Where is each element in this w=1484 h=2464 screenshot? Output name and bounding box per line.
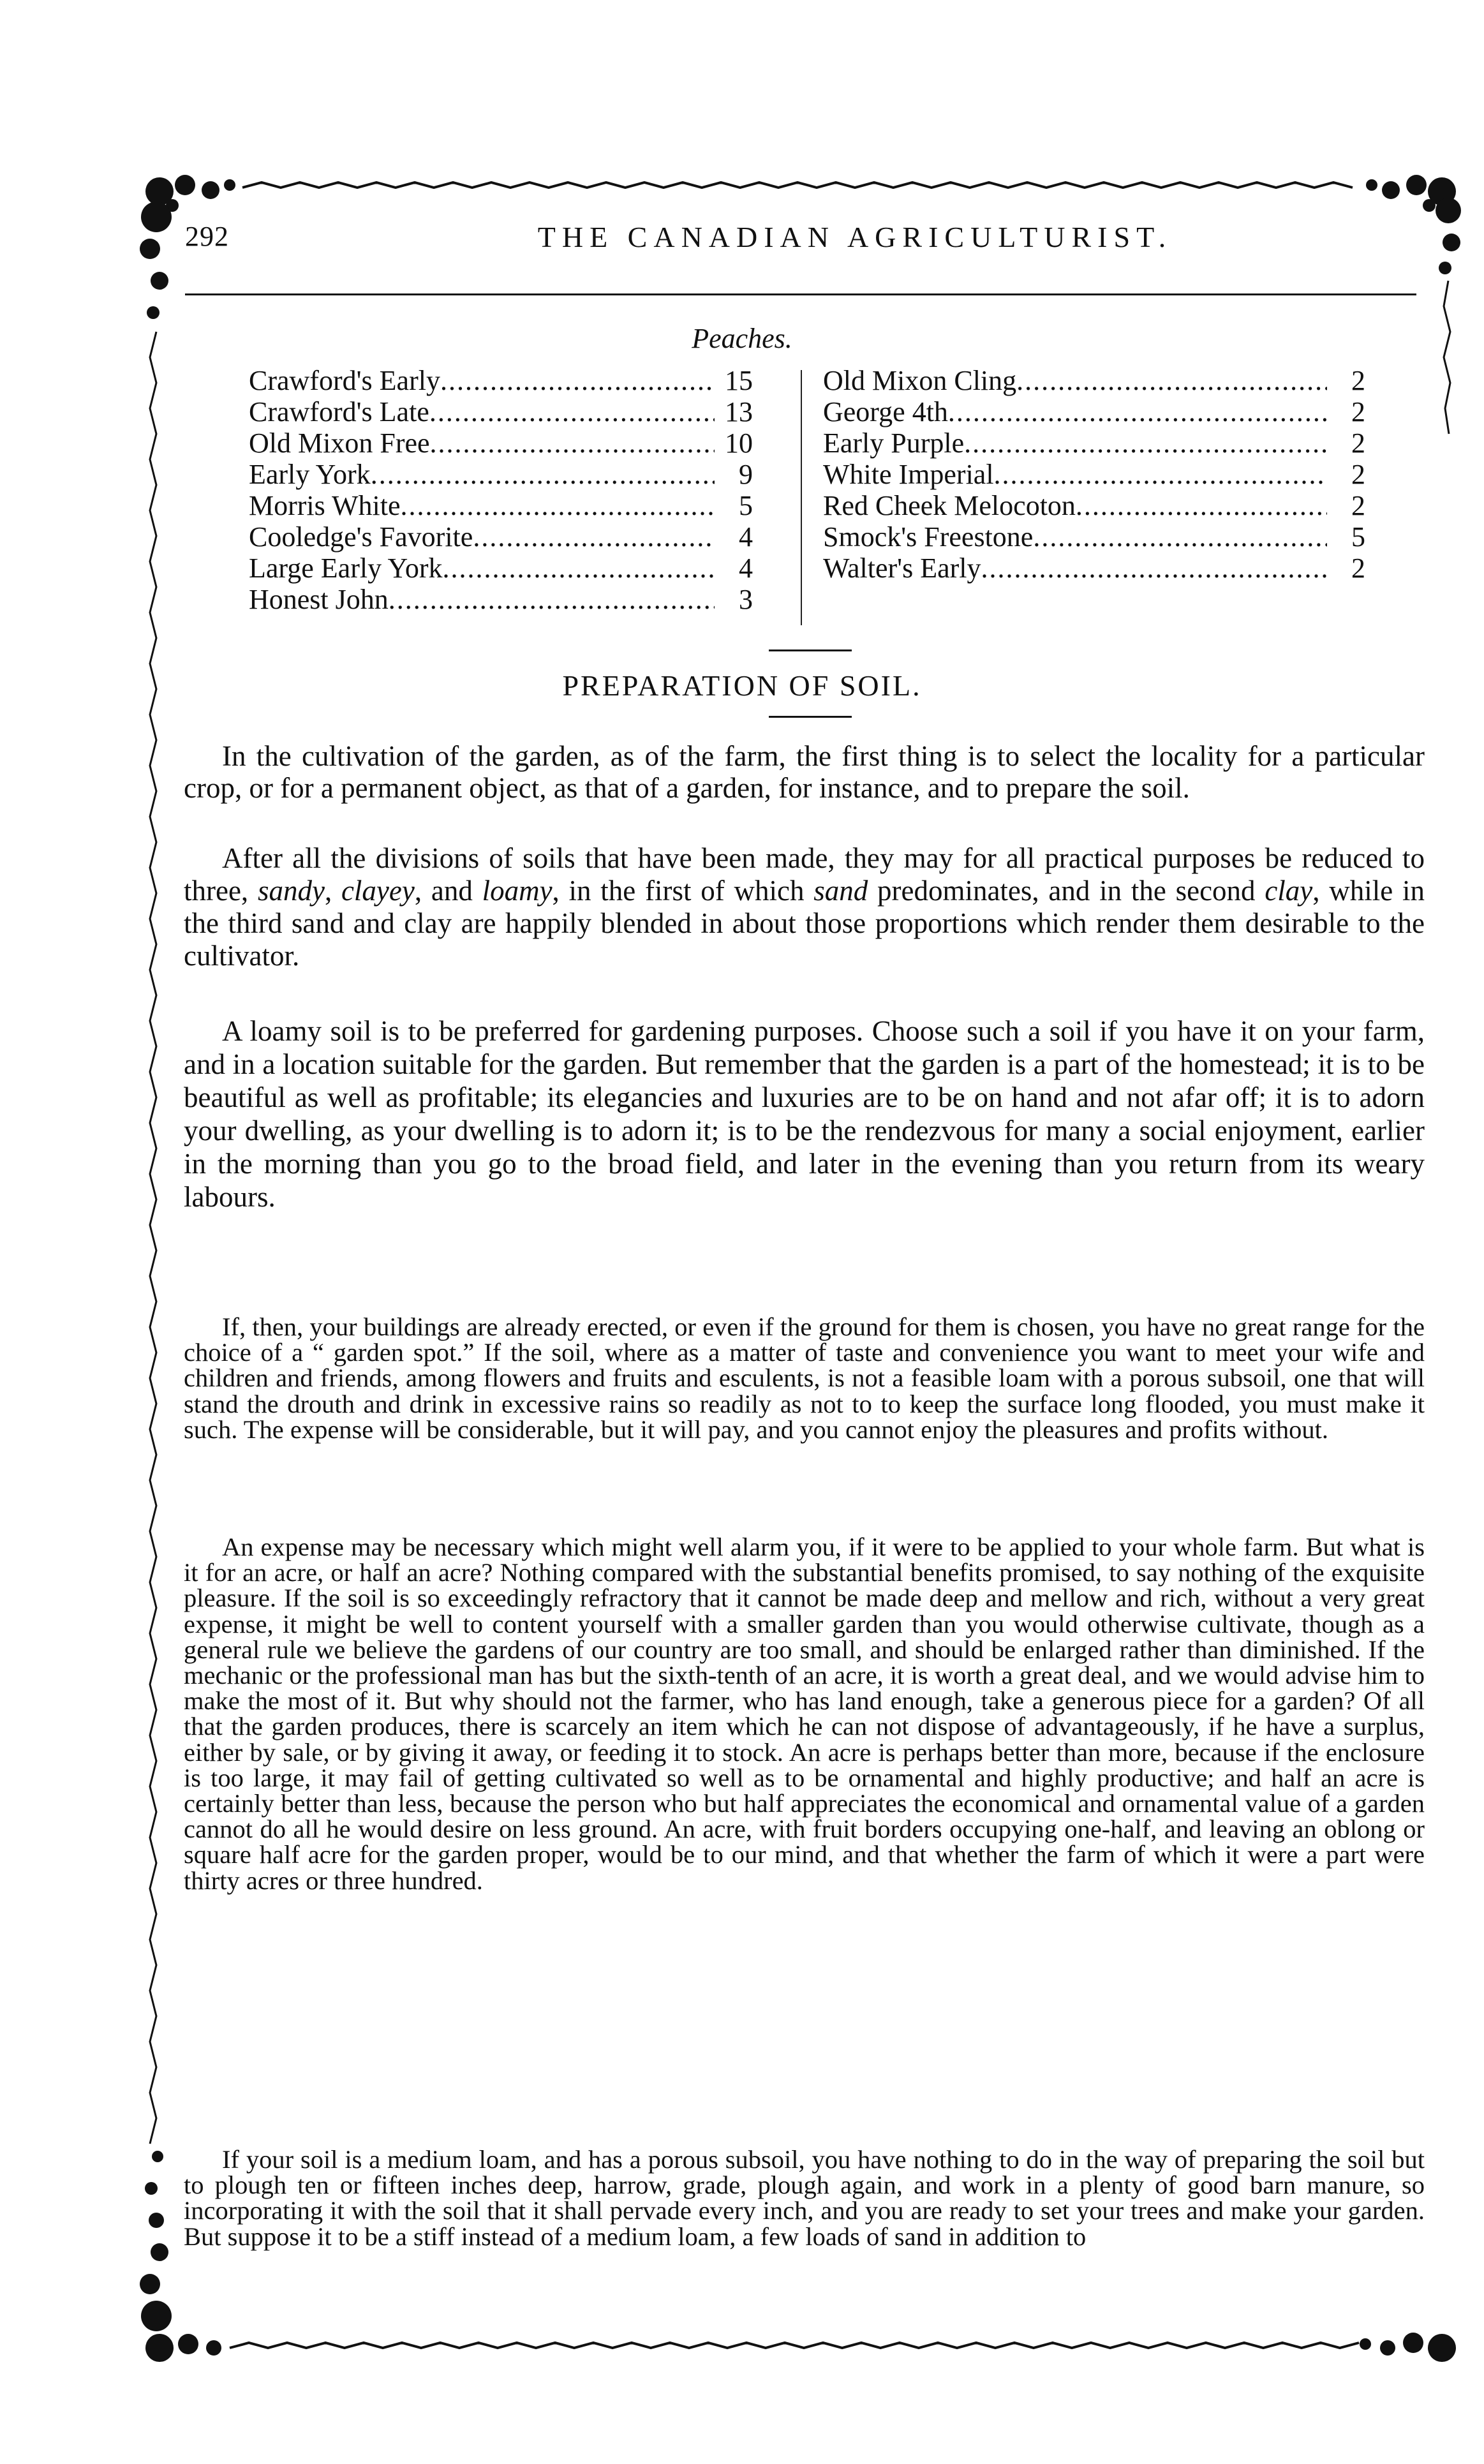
leader-dots <box>389 584 715 615</box>
section-title: PREPARATION OF SOIL. <box>562 669 922 702</box>
paragraph <box>184 842 1425 972</box>
leader-dots <box>473 521 715 553</box>
leader-dots <box>440 365 715 396</box>
variety-count: 5 <box>739 490 753 521</box>
running-title: THE CANADIAN AGRICULTURIST. <box>537 221 1173 253</box>
list-item <box>249 521 753 553</box>
variety-name: Honest John <box>249 584 389 615</box>
list-item <box>249 584 753 615</box>
variety-name: Early York <box>249 459 371 490</box>
variety-name: George 4th <box>823 396 948 427</box>
variety-name: Crawford's Early <box>249 365 440 396</box>
list-item <box>249 459 753 490</box>
leader-dots <box>401 490 715 521</box>
leader-dots <box>1076 490 1327 521</box>
paragraph: In the cultivation of the garden, as of the farm, the first thing is to select the locality for a particular crop, or for a permanent object, as that of a garden, for instance, and to prepare the soil. <box>184 740 1425 804</box>
leader-dots <box>371 459 715 490</box>
variety-name: Red Cheek Melocoton <box>823 490 1076 521</box>
variety-count: 9 <box>739 459 753 490</box>
paragraph-text: , while in the third sand and clay are happily blended in about those proportions which render them desirable to the cultivator. <box>184 875 1425 972</box>
list-item <box>823 553 1365 584</box>
variety-count: 13 <box>725 396 753 427</box>
variety-name: Morris White <box>249 490 401 521</box>
table-title: Peaches. <box>692 323 792 354</box>
paragraph-text: , <box>324 875 341 907</box>
list-item <box>249 490 753 521</box>
list-item <box>823 459 1365 490</box>
section-rule-below <box>769 716 852 718</box>
peaches-left-column <box>249 365 753 615</box>
paragraph: If, then, your buildings are already erected, or even if the ground for them is chosen, you have no great range for the choice of a “ garden spot.” If the soil, where as a matter of taste and convenience you want to meet your wife and children and friends, among flowers and fruits and esculents, is not a feasible loam with a porous subsoil, one that will stand the drouth and drink in excessive rains so readily as not to to keep the surface long flooded, you must make it such. The expense will be considerable, but it will pay, and you cannot enjoy the pleasures and profits without. <box>184 1312 1425 1444</box>
list-item <box>249 427 753 459</box>
ornamental-border-bottom <box>134 2322 1467 2373</box>
variety-name: Old Mixon Cling <box>823 365 1017 396</box>
variety-name: Walter's Early <box>823 553 981 584</box>
list-item <box>249 365 753 396</box>
paragraph: A loamy soil is to be preferred for gardening purposes. Choose such a soil if you have it on your farm, and in a location suitable for the garden. But remember that the garden is a part of the homestead; it is to be beautiful as well as profitable; its elegancies and luxuries are to be on hand and not afar off; it is to adorn your dwelling, as your dwelling is to adorn it; is to be the rendezvous for many a social enjoyment, earlier in the morning than you go to the broad field, and later in the evening than you return from its weary labours. <box>184 1015 1425 1213</box>
variety-name: Large Early York <box>249 553 443 584</box>
list-item <box>823 365 1365 396</box>
emphasis: clay <box>1265 875 1313 907</box>
leader-dots <box>442 553 715 584</box>
variety-count: 2 <box>1351 459 1365 490</box>
leader-dots <box>964 427 1327 459</box>
column-divider <box>801 370 802 625</box>
variety-name: Crawford's Late <box>249 396 429 427</box>
leader-dots <box>994 459 1327 490</box>
paragraph: If your soil is a medium loam, and has a porous subsoil, you have nothing to do in the way of preparing the soil but to plough ten or fifteen inches deep, harrow, grade, plough again, and work in a plenty of good barn manure, so incorporating it with the soil that it shall pervade every inch, and you are ready to set your trees and make your garden. But suppose it to be a stiff instead of a medium loam, a few loads of sand in addition to <box>184 2145 1425 2251</box>
emphasis: sand <box>813 875 868 907</box>
ornamental-border-left <box>131 191 182 2348</box>
section-rule-above <box>769 649 852 651</box>
leader-dots <box>1016 365 1327 396</box>
leader-dots <box>1033 521 1327 553</box>
leader-dots <box>430 427 715 459</box>
peaches-right-column <box>823 365 1365 584</box>
ornamental-border-top <box>134 166 1467 217</box>
list-item <box>823 490 1365 521</box>
emphasis: clayey <box>341 875 415 907</box>
variety-count: 2 <box>1351 396 1365 427</box>
variety-count: 10 <box>725 427 753 459</box>
paragraph: An expense may be necessary which might well alarm you, if it were to be applied to your whole farm. But what is it for an acre, or half an acre? Nothing compared with the substantial benefits promised, to say nothing of the exquisite pleasure. If the soil is so exceedingly refractory that it cannot be made deep and mellow and rich, without a very great expense, it might be well to content yourself with a smaller garden than you would otherwise cultivate, though as a general rule we believe the gardens of our country are too small, and should be enlarged rather than diminished. If the mechanic or the professional man has but the sixth-tenth of an acre, it is worth a great deal, and we would advise him to make the most of it. But why should not the farmer, who has land enough, take a generous piece for a garden? Of all that the garden produces, there is scarcely an item which he can not dispose of advantageously, if he have a surplus, either by sale, or by giving it away, or feeding it to stock. An acre is perhaps better than more, because if the enclosure is too large, it may fail of getting cultivated so well as to be ornamental and highly productive; and half an acre is certainly better than less, because the person who but half appreciates the economical and ornamental value of a garden cannot do all he would desire on less ground. An acre, with fruit borders occupying one-half, and leaving an oblong or square half acre for the garden proper, would be to our mind, and that whether the farm of which it were a part were thirty acres or three hundred. <box>184 1533 1425 1895</box>
emphasis: loamy <box>482 875 553 907</box>
variety-count: 2 <box>1351 553 1365 584</box>
running-header <box>185 220 1423 258</box>
variety-count: 3 <box>739 584 753 615</box>
leader-dots <box>429 396 715 427</box>
page-number: 292 <box>185 221 229 252</box>
variety-name: Smock's Freestone <box>823 521 1034 553</box>
variety-count: 4 <box>739 553 753 584</box>
variety-count: 15 <box>725 365 753 396</box>
variety-name: White Imperial <box>823 459 994 490</box>
paragraph-text: , in the first of which <box>552 875 814 907</box>
variety-count: 2 <box>1351 490 1365 521</box>
list-item <box>249 396 753 427</box>
emphasis: sandy <box>257 875 325 907</box>
variety-count: 4 <box>739 521 753 553</box>
variety-name: Old Mixon Free <box>249 427 430 459</box>
paragraph-text: predominates, and in the second <box>868 875 1265 907</box>
variety-count: 2 <box>1351 427 1365 459</box>
variety-name: Early Purple <box>823 427 965 459</box>
variety-name: Cooledge's Favorite <box>249 521 473 553</box>
header-rule <box>185 293 1416 295</box>
leader-dots <box>981 553 1328 584</box>
leader-dots <box>948 396 1327 427</box>
ornamental-border-right <box>1426 191 1471 447</box>
variety-count: 2 <box>1351 365 1365 396</box>
list-item <box>249 553 753 584</box>
list-item <box>823 396 1365 427</box>
variety-count: 5 <box>1351 521 1365 553</box>
list-item <box>823 427 1365 459</box>
list-item <box>823 521 1365 553</box>
paragraph-text: , and <box>414 875 482 907</box>
paragraph-text: After all the divisions of soils that have been made, they may for all practical purposes be reduced to three, <box>184 842 1425 907</box>
